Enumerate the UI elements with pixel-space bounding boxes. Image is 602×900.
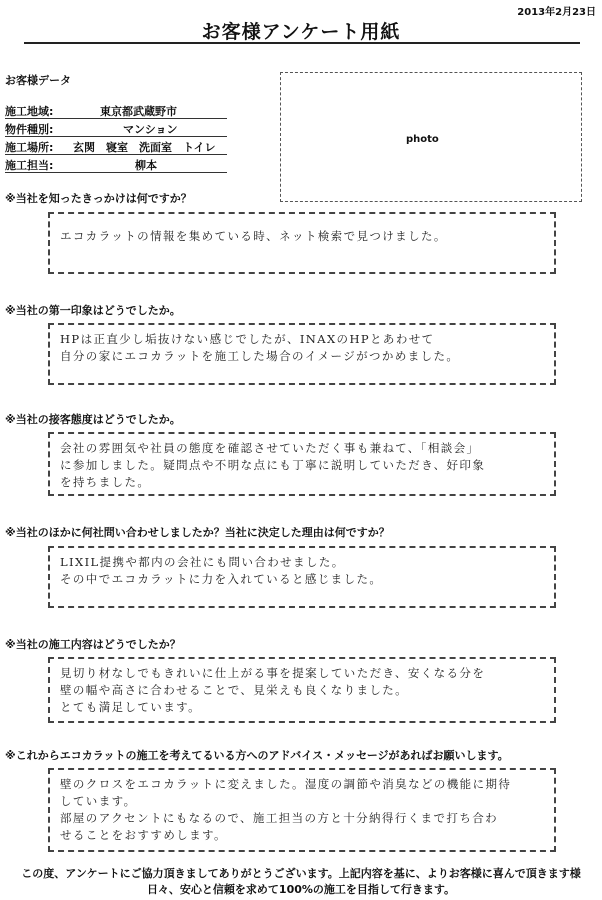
- footer-line: この度、アンケートにご協力頂きましてありがとうございます。上記内容を基に、よりお客様に喜んで頂きます様: [21, 867, 581, 880]
- question-4: ※当社のほかに何社問い合わせしましたか？当社に決定した理由は何ですか？: [5, 526, 390, 539]
- question-3: ※当社の接客態度はどうでしたか。: [5, 413, 181, 426]
- info-label: 物件種別:: [5, 123, 54, 136]
- photo-label: photo: [406, 134, 439, 145]
- answer-line: 見切り材なしでもきれいに仕上がる事を提案していただき、安くなる分を: [60, 666, 486, 680]
- answer-line: 壁のクロスをエコカラットに変えました。湿度の調節や消臭などの機能に期待: [60, 777, 512, 791]
- answer-line: 自分の家にエコカラットを施工した場合のイメージがつかめました。: [60, 349, 460, 363]
- footer-message: [0, 866, 602, 898]
- title-divider: [24, 42, 580, 44]
- footer-line: 日々、安心と信頼を求めて100%の施工を目指して行きます。: [146, 883, 456, 896]
- question-6: ※これからエコカラットの施工を考えてるいる方へのアドバイス・メッセージがあればお願いします。: [5, 749, 509, 762]
- answer-line: その中でエコカラットに力を入れていると感じました。: [60, 572, 383, 586]
- info-value: 玄関 寝室 洗面室 トイレ: [73, 141, 216, 154]
- question-5: ※当社の施工内容はどうでしたか？: [5, 638, 181, 651]
- info-label: 施工場所:: [5, 141, 54, 154]
- photo-placeholder: [280, 72, 582, 202]
- answer-line: を持ちました。: [60, 475, 151, 489]
- answer-line: に参加しました。疑問点や不明な点にも丁寧に説明していただき、好印象: [60, 458, 486, 472]
- answer-box-3: [48, 432, 556, 496]
- info-value: マンション: [123, 123, 178, 136]
- info-value: 東京都武蔵野市: [100, 105, 177, 118]
- answer-box-5: [48, 657, 556, 723]
- answer-line: 部屋のアクセントにもなるので、施工担当の方と十分納得行くまで打ち合わ: [60, 811, 499, 825]
- answer-line: 壁の幅や高さに合わせることで、見栄えも良くなりました。: [60, 683, 409, 697]
- info-label: 施工地域:: [5, 105, 54, 118]
- info-value: 柳本: [135, 159, 157, 172]
- answer-box-2: [48, 323, 556, 385]
- info-row-property-type: [5, 119, 227, 137]
- info-label: 施工担当:: [5, 159, 54, 172]
- answer-line: しています。: [60, 794, 137, 808]
- info-row-location: [5, 137, 227, 155]
- info-row-staff: [5, 155, 227, 173]
- answer-line: LIXIL提携や都内の会社にも問い合わせました。: [60, 555, 345, 569]
- answer-line: HPは正直少し垢抜けない感じでしたが、INAXのHPとあわせて: [60, 332, 435, 346]
- answer-line: とても満足しています。: [60, 700, 201, 714]
- question-2: ※当社の第一印象はどうでしたか。: [5, 304, 181, 317]
- answer-box-6: [48, 768, 556, 852]
- answer-box-4: [48, 546, 556, 608]
- answer-line: エコカラットの情報を集めている時、ネット検索で見つけました。: [60, 229, 447, 243]
- answer-line: せることをおすすめします。: [60, 828, 227, 842]
- customer-data-heading: お客様データ: [5, 74, 71, 87]
- info-row-area: [5, 101, 227, 119]
- answer-box-1: [48, 212, 556, 274]
- question-1: ※当社を知ったきっかけは何ですか？: [5, 192, 192, 205]
- survey-date: 2013年2月23日: [517, 7, 596, 18]
- answer-line: 会社の雰囲気や社員の態度を確認させていただく事も兼ねて、「相談会」: [60, 441, 480, 455]
- page-title: お客様アンケート用紙: [201, 21, 401, 43]
